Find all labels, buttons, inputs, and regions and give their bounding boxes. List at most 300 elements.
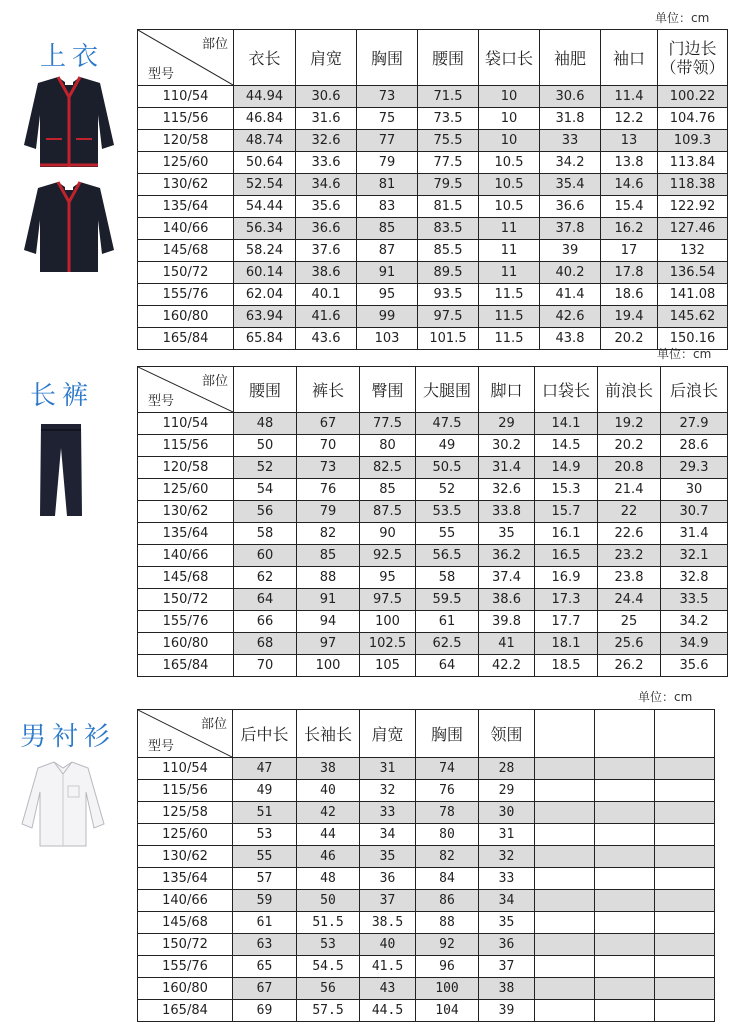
value-cell: 42.6 xyxy=(540,306,601,328)
table-row xyxy=(138,328,728,350)
value-cell: 46 xyxy=(297,846,360,868)
value-cell: 91 xyxy=(357,262,418,284)
table-row xyxy=(138,413,728,435)
value-cell: 47.5 xyxy=(416,413,479,435)
table-row xyxy=(138,912,715,934)
table-row xyxy=(138,780,715,802)
size-cell: 150/72 xyxy=(138,934,233,956)
col-header-line2: （带领） xyxy=(660,57,725,77)
value-cell: 81 xyxy=(357,174,418,196)
value-cell: 96 xyxy=(416,956,479,978)
value-cell: 36.2 xyxy=(479,545,535,567)
value-cell: 82 xyxy=(416,846,479,868)
value-cell: 70 xyxy=(297,435,360,457)
col-header: 口袋长 xyxy=(535,367,598,413)
top-size-table xyxy=(137,29,728,350)
corner-bottom-label: 型号 xyxy=(148,67,175,82)
table-row xyxy=(138,545,728,567)
value-cell: 11.5 xyxy=(479,328,540,350)
value-cell: 59 xyxy=(233,890,297,912)
value-cell: 90 xyxy=(360,523,416,545)
value-cell xyxy=(595,846,655,868)
shirt-size-table xyxy=(137,709,715,1022)
value-cell: 60 xyxy=(234,545,297,567)
value-cell: 16.2 xyxy=(601,218,658,240)
table-row xyxy=(138,284,728,306)
size-cell: 140/66 xyxy=(138,545,234,567)
value-cell: 44.5 xyxy=(360,1000,416,1022)
value-cell: 80 xyxy=(416,824,479,846)
table-row xyxy=(138,890,715,912)
table-row xyxy=(138,824,715,846)
value-cell: 52.54 xyxy=(234,174,296,196)
value-cell: 23.2 xyxy=(598,545,661,567)
value-cell: 31.4 xyxy=(479,457,535,479)
size-cell: 130/62 xyxy=(138,846,233,868)
value-cell: 88 xyxy=(297,567,360,589)
value-cell xyxy=(535,1000,595,1022)
value-cell: 18.6 xyxy=(601,284,658,306)
value-cell: 35 xyxy=(360,846,416,868)
table-row xyxy=(138,978,715,1000)
value-cell: 33.6 xyxy=(296,152,357,174)
value-cell: 16.5 xyxy=(535,545,598,567)
value-cell: 100 xyxy=(416,978,479,1000)
value-cell: 105 xyxy=(360,655,416,677)
value-cell: 15.7 xyxy=(535,501,598,523)
col-header: 袋口长 xyxy=(479,30,540,86)
value-cell xyxy=(535,780,595,802)
table-row xyxy=(138,479,728,501)
size-cell: 145/68 xyxy=(138,912,233,934)
value-cell: 87 xyxy=(357,240,418,262)
size-cell: 145/68 xyxy=(138,567,234,589)
value-cell: 46.84 xyxy=(234,108,296,130)
value-cell xyxy=(595,1000,655,1022)
value-cell: 69 xyxy=(233,1000,297,1022)
size-cell: 135/64 xyxy=(138,868,233,890)
value-cell: 97.5 xyxy=(418,306,479,328)
value-cell: 62.04 xyxy=(234,284,296,306)
value-cell: 50 xyxy=(297,890,360,912)
value-cell: 36 xyxy=(479,934,535,956)
value-cell: 31.8 xyxy=(540,108,601,130)
value-cell: 32.6 xyxy=(296,130,357,152)
value-cell: 10.5 xyxy=(479,196,540,218)
value-cell: 52 xyxy=(234,457,297,479)
size-cell: 145/68 xyxy=(138,240,234,262)
value-cell: 62.5 xyxy=(416,633,479,655)
value-cell: 10 xyxy=(479,108,540,130)
value-cell: 32 xyxy=(479,846,535,868)
value-cell: 32.6 xyxy=(479,479,535,501)
size-cell: 115/56 xyxy=(138,108,234,130)
value-cell: 77.5 xyxy=(418,152,479,174)
section-title-shirt: 男衬衫 xyxy=(20,722,117,752)
value-cell: 86 xyxy=(416,890,479,912)
value-cell xyxy=(535,890,595,912)
value-cell: 53 xyxy=(233,824,297,846)
value-cell: 77.5 xyxy=(360,413,416,435)
value-cell: 22.6 xyxy=(598,523,661,545)
value-cell: 94 xyxy=(297,611,360,633)
size-cell: 125/60 xyxy=(138,479,234,501)
value-cell: 100 xyxy=(297,655,360,677)
value-cell: 11 xyxy=(479,262,540,284)
value-cell: 21.4 xyxy=(598,479,661,501)
value-cell: 35.6 xyxy=(661,655,728,677)
value-cell: 53 xyxy=(297,934,360,956)
value-cell: 15.3 xyxy=(535,479,598,501)
value-cell: 22 xyxy=(598,501,661,523)
value-cell: 70 xyxy=(234,655,297,677)
value-cell: 43.8 xyxy=(540,328,601,350)
table-corner xyxy=(138,30,234,86)
value-cell: 25.6 xyxy=(598,633,661,655)
value-cell: 29 xyxy=(479,413,535,435)
value-cell: 30.2 xyxy=(479,435,535,457)
value-cell: 15.4 xyxy=(601,196,658,218)
value-cell: 58 xyxy=(234,523,297,545)
value-cell: 35 xyxy=(479,912,535,934)
table-row xyxy=(138,435,728,457)
value-cell: 13 xyxy=(601,130,658,152)
value-cell: 56 xyxy=(297,978,360,1000)
table-row xyxy=(138,1000,715,1022)
table-row xyxy=(138,567,728,589)
table-row xyxy=(138,633,728,655)
value-cell: 85 xyxy=(360,479,416,501)
value-cell: 95 xyxy=(360,567,416,589)
corner-bottom-label: 型号 xyxy=(148,739,175,754)
value-cell: 13.8 xyxy=(601,152,658,174)
value-cell xyxy=(655,846,715,868)
value-cell: 26.2 xyxy=(598,655,661,677)
value-cell xyxy=(655,956,715,978)
value-cell: 56 xyxy=(234,501,297,523)
value-cell: 38 xyxy=(479,978,535,1000)
value-cell: 40 xyxy=(360,934,416,956)
value-cell: 68 xyxy=(234,633,297,655)
value-cell: 56.34 xyxy=(234,218,296,240)
value-cell: 127.46 xyxy=(658,218,728,240)
value-cell: 41 xyxy=(479,633,535,655)
value-cell xyxy=(655,780,715,802)
table-row xyxy=(138,240,728,262)
value-cell: 43 xyxy=(360,978,416,1000)
table-corner xyxy=(138,710,233,758)
value-cell: 27.9 xyxy=(661,413,728,435)
value-cell: 41.4 xyxy=(540,284,601,306)
value-cell: 10 xyxy=(479,86,540,108)
value-cell: 118.38 xyxy=(658,174,728,196)
col-header-empty xyxy=(535,710,595,758)
value-cell: 40 xyxy=(297,780,360,802)
size-cell: 115/56 xyxy=(138,435,234,457)
value-cell: 30.6 xyxy=(296,86,357,108)
value-cell: 79 xyxy=(357,152,418,174)
value-cell: 11 xyxy=(479,218,540,240)
value-cell: 80 xyxy=(360,435,416,457)
value-cell: 33.5 xyxy=(661,589,728,611)
col-header: 肩宽 xyxy=(296,30,357,86)
size-cell: 165/84 xyxy=(138,655,234,677)
col-header: 袖口 xyxy=(601,30,658,86)
value-cell xyxy=(655,890,715,912)
value-cell: 32.8 xyxy=(661,567,728,589)
value-cell: 11.5 xyxy=(479,284,540,306)
size-cell: 155/76 xyxy=(138,956,233,978)
value-cell: 33 xyxy=(360,802,416,824)
value-cell: 37.8 xyxy=(540,218,601,240)
value-cell: 11.4 xyxy=(601,86,658,108)
value-cell: 49 xyxy=(416,435,479,457)
size-cell: 125/60 xyxy=(138,152,234,174)
value-cell: 14.5 xyxy=(535,435,598,457)
cardigan-photo-back xyxy=(18,180,120,276)
unit-label-pants: 单位：cm xyxy=(657,347,712,361)
value-cell: 14.9 xyxy=(535,457,598,479)
value-cell: 62 xyxy=(234,567,297,589)
value-cell: 93.5 xyxy=(418,284,479,306)
table-row xyxy=(138,655,728,677)
value-cell: 37 xyxy=(360,890,416,912)
value-cell: 44.94 xyxy=(234,86,296,108)
value-cell: 11 xyxy=(479,240,540,262)
value-cell: 54 xyxy=(234,479,297,501)
col-header xyxy=(658,30,728,86)
table-row xyxy=(138,956,715,978)
value-cell: 30 xyxy=(479,802,535,824)
value-cell: 71.5 xyxy=(418,86,479,108)
value-cell: 92.5 xyxy=(360,545,416,567)
value-cell: 50 xyxy=(234,435,297,457)
value-cell xyxy=(595,824,655,846)
value-cell: 39.8 xyxy=(479,611,535,633)
value-cell: 35.6 xyxy=(296,196,357,218)
value-cell: 50.64 xyxy=(234,152,296,174)
size-cell: 125/60 xyxy=(138,824,233,846)
value-cell: 85 xyxy=(297,545,360,567)
value-cell xyxy=(535,912,595,934)
value-cell: 31.6 xyxy=(296,108,357,130)
value-cell: 10.5 xyxy=(479,152,540,174)
value-cell: 51.5 xyxy=(297,912,360,934)
size-cell: 110/54 xyxy=(138,86,234,108)
corner-top-label: 部位 xyxy=(201,374,228,389)
col-header-empty xyxy=(595,710,655,758)
value-cell xyxy=(655,978,715,1000)
value-cell: 122.92 xyxy=(658,196,728,218)
section-title-top: 上衣 xyxy=(40,42,105,72)
value-cell: 99 xyxy=(357,306,418,328)
value-cell: 95 xyxy=(357,284,418,306)
value-cell: 64 xyxy=(416,655,479,677)
col-header: 腰围 xyxy=(418,30,479,86)
value-cell: 78 xyxy=(416,802,479,824)
corner-bottom-label: 型号 xyxy=(148,394,175,409)
value-cell xyxy=(595,868,655,890)
value-cell xyxy=(595,758,655,780)
col-header: 大腿围 xyxy=(416,367,479,413)
value-cell: 50.5 xyxy=(416,457,479,479)
value-cell: 56.5 xyxy=(416,545,479,567)
value-cell: 136.54 xyxy=(658,262,728,284)
value-cell: 24.4 xyxy=(598,589,661,611)
table-corner xyxy=(138,367,234,413)
value-cell: 91 xyxy=(297,589,360,611)
col-header: 衣长 xyxy=(234,30,296,86)
value-cell: 32.1 xyxy=(661,545,728,567)
value-cell: 14.6 xyxy=(601,174,658,196)
value-cell: 25 xyxy=(598,611,661,633)
value-cell: 38.6 xyxy=(296,262,357,284)
value-cell: 67 xyxy=(233,978,297,1000)
value-cell: 52 xyxy=(416,479,479,501)
value-cell: 12.2 xyxy=(601,108,658,130)
table-row xyxy=(138,868,715,890)
size-cell: 135/64 xyxy=(138,196,234,218)
value-cell: 34.2 xyxy=(661,611,728,633)
value-cell: 65 xyxy=(233,956,297,978)
value-cell: 20.2 xyxy=(601,328,658,350)
value-cell: 55 xyxy=(233,846,297,868)
value-cell: 79 xyxy=(297,501,360,523)
section-title-pants: 长裤 xyxy=(30,381,95,411)
value-cell: 73 xyxy=(357,86,418,108)
value-cell: 48 xyxy=(234,413,297,435)
value-cell: 43.6 xyxy=(296,328,357,350)
value-cell: 92 xyxy=(416,934,479,956)
value-cell: 85.5 xyxy=(418,240,479,262)
col-header: 臀围 xyxy=(360,367,416,413)
value-cell: 31 xyxy=(479,824,535,846)
value-cell: 83.5 xyxy=(418,218,479,240)
value-cell xyxy=(535,758,595,780)
value-cell: 101.5 xyxy=(418,328,479,350)
size-cell: 110/54 xyxy=(138,413,234,435)
value-cell: 82 xyxy=(297,523,360,545)
value-cell: 32 xyxy=(360,780,416,802)
value-cell xyxy=(595,934,655,956)
value-cell: 55 xyxy=(416,523,479,545)
value-cell: 16.1 xyxy=(535,523,598,545)
value-cell: 64 xyxy=(234,589,297,611)
value-cell: 16.9 xyxy=(535,567,598,589)
value-cell: 11.5 xyxy=(479,306,540,328)
value-cell: 51 xyxy=(233,802,297,824)
value-cell: 17.3 xyxy=(535,589,598,611)
value-cell: 48.74 xyxy=(234,130,296,152)
value-cell: 39 xyxy=(479,1000,535,1022)
value-cell: 40.2 xyxy=(540,262,601,284)
value-cell: 18.1 xyxy=(535,633,598,655)
table-row xyxy=(138,130,728,152)
value-cell: 33 xyxy=(479,868,535,890)
value-cell: 34.6 xyxy=(296,174,357,196)
value-cell: 97 xyxy=(297,633,360,655)
value-cell: 66 xyxy=(234,611,297,633)
value-cell: 41.5 xyxy=(360,956,416,978)
value-cell: 89.5 xyxy=(418,262,479,284)
value-cell xyxy=(595,956,655,978)
value-cell: 38.6 xyxy=(479,589,535,611)
value-cell: 79.5 xyxy=(418,174,479,196)
value-cell: 85 xyxy=(357,218,418,240)
table-row xyxy=(138,306,728,328)
size-cell: 130/62 xyxy=(138,501,234,523)
value-cell: 35.4 xyxy=(540,174,601,196)
size-cell: 115/56 xyxy=(138,780,233,802)
size-cell: 140/66 xyxy=(138,890,233,912)
value-cell: 58 xyxy=(416,567,479,589)
value-cell: 57 xyxy=(233,868,297,890)
value-cell xyxy=(595,978,655,1000)
value-cell xyxy=(595,780,655,802)
value-cell: 61 xyxy=(416,611,479,633)
value-cell: 17.8 xyxy=(601,262,658,284)
value-cell: 54.44 xyxy=(234,196,296,218)
pants-photo xyxy=(38,422,84,518)
value-cell: 102.5 xyxy=(360,633,416,655)
size-cell: 110/54 xyxy=(138,758,233,780)
value-cell: 67 xyxy=(297,413,360,435)
size-cell: 150/72 xyxy=(138,589,234,611)
size-cell: 120/58 xyxy=(138,130,234,152)
value-cell: 132 xyxy=(658,240,728,262)
size-cell: 155/76 xyxy=(138,611,234,633)
value-cell xyxy=(595,890,655,912)
value-cell: 104 xyxy=(416,1000,479,1022)
value-cell xyxy=(535,868,595,890)
value-cell: 10.5 xyxy=(479,174,540,196)
value-cell: 23.8 xyxy=(598,567,661,589)
value-cell: 63.94 xyxy=(234,306,296,328)
value-cell: 28.6 xyxy=(661,435,728,457)
value-cell: 42 xyxy=(297,802,360,824)
corner-top-label: 部位 xyxy=(201,37,228,52)
value-cell: 97.5 xyxy=(360,589,416,611)
value-cell: 141.08 xyxy=(658,284,728,306)
table-row xyxy=(138,218,728,240)
table-row xyxy=(138,108,728,130)
table-row xyxy=(138,196,728,218)
value-cell xyxy=(595,802,655,824)
corner-top-label: 部位 xyxy=(200,717,227,732)
size-cell: 130/62 xyxy=(138,174,234,196)
value-cell: 38 xyxy=(297,758,360,780)
table-row xyxy=(138,934,715,956)
col-header: 腰围 xyxy=(234,367,297,413)
value-cell: 53.5 xyxy=(416,501,479,523)
size-cell: 160/80 xyxy=(138,306,234,328)
value-cell: 30.7 xyxy=(661,501,728,523)
value-cell: 63 xyxy=(233,934,297,956)
value-cell: 36.6 xyxy=(296,218,357,240)
table-row xyxy=(138,758,715,780)
value-cell: 76 xyxy=(297,479,360,501)
col-header: 袖肥 xyxy=(540,30,601,86)
value-cell: 44 xyxy=(297,824,360,846)
value-cell: 37 xyxy=(479,956,535,978)
value-cell: 39 xyxy=(540,240,601,262)
value-cell: 61 xyxy=(233,912,297,934)
value-cell: 77 xyxy=(357,130,418,152)
table-row xyxy=(138,846,715,868)
size-cell: 120/58 xyxy=(138,457,234,479)
value-cell: 47 xyxy=(233,758,297,780)
value-cell: 82.5 xyxy=(360,457,416,479)
